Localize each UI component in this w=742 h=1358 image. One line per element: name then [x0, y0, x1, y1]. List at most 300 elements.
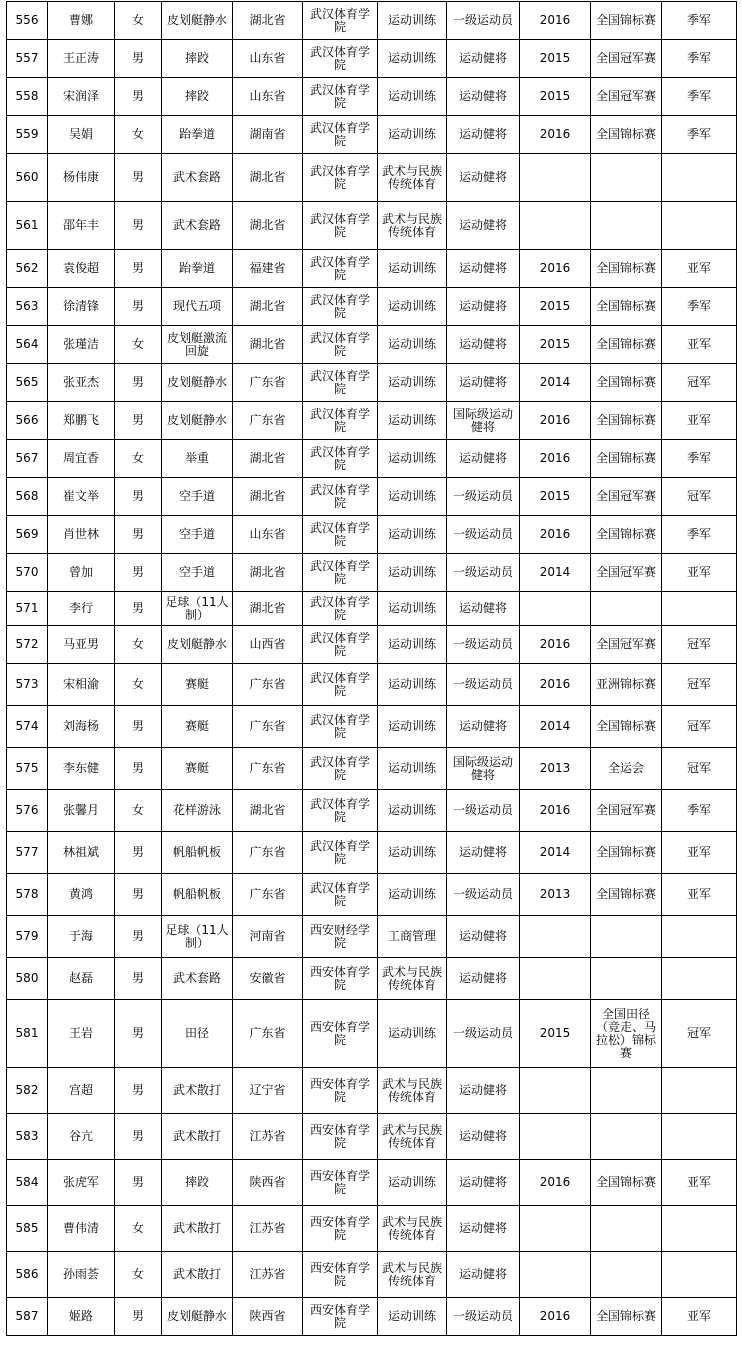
- cell-number: 586: [7, 1252, 48, 1298]
- cell-year: 2014: [520, 554, 591, 592]
- cell-number: 562: [7, 250, 48, 288]
- cell-province: 广东省: [233, 1000, 303, 1068]
- cell-result: 季军: [662, 40, 737, 78]
- cell-sport: 皮划艇静水: [162, 2, 233, 40]
- table-row: [7, 202, 737, 250]
- cell-gender: 男: [115, 288, 162, 326]
- cell-major: 运动训练: [378, 440, 447, 478]
- cell-gender: 男: [115, 154, 162, 202]
- cell-gender: 男: [115, 832, 162, 874]
- cell-major: 运动训练: [378, 326, 447, 364]
- cell-province: 广东省: [233, 706, 303, 748]
- cell-name: 黄鸿: [48, 874, 115, 916]
- cell-number: 578: [7, 874, 48, 916]
- cell-name: 袁俊超: [48, 250, 115, 288]
- cell-sport: 皮划艇静水: [162, 626, 233, 664]
- cell-competition: [591, 916, 662, 958]
- cell-result: 亚军: [662, 832, 737, 874]
- table-row: [7, 250, 737, 288]
- cell-year: 2016: [520, 664, 591, 706]
- cell-result: 冠军: [662, 364, 737, 402]
- cell-major: 运动训练: [378, 1160, 447, 1206]
- cell-competition: 全国锦标赛: [591, 364, 662, 402]
- cell-year: 2015: [520, 78, 591, 116]
- cell-rank: 运动健将: [447, 1252, 520, 1298]
- table-row: [7, 78, 737, 116]
- cell-school: 武汉体育学院: [303, 440, 378, 478]
- cell-province: 广东省: [233, 832, 303, 874]
- cell-province: 安徽省: [233, 958, 303, 1000]
- cell-sport: 现代五项: [162, 288, 233, 326]
- table-row: [7, 478, 737, 516]
- cell-province: 湖北省: [233, 790, 303, 832]
- cell-sport: 武术散打: [162, 1114, 233, 1160]
- cell-result: 冠军: [662, 626, 737, 664]
- cell-gender: 男: [115, 78, 162, 116]
- table-row: [7, 1206, 737, 1252]
- cell-sport: 帆船帆板: [162, 832, 233, 874]
- cell-name: 张亚杰: [48, 364, 115, 402]
- cell-gender: 男: [115, 1298, 162, 1336]
- cell-gender: 女: [115, 440, 162, 478]
- cell-school: 武汉体育学院: [303, 154, 378, 202]
- cell-name: 杨伟康: [48, 154, 115, 202]
- cell-province: 广东省: [233, 748, 303, 790]
- cell-year: [520, 202, 591, 250]
- cell-province: 湖北省: [233, 2, 303, 40]
- cell-competition: 亚洲锦标赛: [591, 664, 662, 706]
- cell-year: [520, 1068, 591, 1114]
- cell-name: 王正涛: [48, 40, 115, 78]
- cell-year: [520, 154, 591, 202]
- cell-province: 山东省: [233, 78, 303, 116]
- table-row: [7, 832, 737, 874]
- cell-gender: 女: [115, 2, 162, 40]
- cell-sport: 摔跤: [162, 1160, 233, 1206]
- cell-competition: 全国锦标赛: [591, 116, 662, 154]
- cell-major: 武术与民族传统体育: [378, 958, 447, 1000]
- cell-name: 宫超: [48, 1068, 115, 1114]
- cell-number: 569: [7, 516, 48, 554]
- cell-gender: 男: [115, 748, 162, 790]
- cell-rank: 一级运动员: [447, 664, 520, 706]
- cell-school: 武汉体育学院: [303, 832, 378, 874]
- table-row: [7, 706, 737, 748]
- cell-major: 运动训练: [378, 516, 447, 554]
- cell-rank: 一级运动员: [447, 2, 520, 40]
- cell-school: 西安体育学院: [303, 1114, 378, 1160]
- cell-competition: [591, 202, 662, 250]
- cell-rank: 运动健将: [447, 958, 520, 1000]
- cell-school: 武汉体育学院: [303, 874, 378, 916]
- cell-year: 2016: [520, 250, 591, 288]
- cell-competition: [591, 1068, 662, 1114]
- cell-province: 湖北省: [233, 326, 303, 364]
- athlete-table: [6, 1, 737, 1336]
- cell-competition: 全国锦标赛: [591, 326, 662, 364]
- table-row: [7, 592, 737, 626]
- cell-result: 亚军: [662, 1160, 737, 1206]
- cell-result: [662, 592, 737, 626]
- cell-rank: 运动健将: [447, 154, 520, 202]
- cell-province: 广东省: [233, 402, 303, 440]
- cell-province: 湖北省: [233, 440, 303, 478]
- cell-number: 563: [7, 288, 48, 326]
- cell-major: 运动训练: [378, 626, 447, 664]
- cell-number: 579: [7, 916, 48, 958]
- cell-province: 山东省: [233, 40, 303, 78]
- cell-province: 湖北省: [233, 288, 303, 326]
- cell-major: 运动训练: [378, 1298, 447, 1336]
- cell-year: [520, 916, 591, 958]
- cell-year: 2014: [520, 832, 591, 874]
- cell-year: 2014: [520, 706, 591, 748]
- cell-rank: 运动健将: [447, 706, 520, 748]
- cell-school: 武汉体育学院: [303, 202, 378, 250]
- table-row: [7, 2, 737, 40]
- cell-result: 亚军: [662, 874, 737, 916]
- cell-school: 武汉体育学院: [303, 748, 378, 790]
- cell-year: 2015: [520, 1000, 591, 1068]
- cell-major: 运动训练: [378, 250, 447, 288]
- cell-gender: 女: [115, 790, 162, 832]
- cell-major: 武术与民族传统体育: [378, 1206, 447, 1252]
- cell-major: 运动训练: [378, 592, 447, 626]
- cell-rank: 运动健将: [447, 326, 520, 364]
- cell-competition: 全国锦标赛: [591, 706, 662, 748]
- cell-sport: 帆船帆板: [162, 874, 233, 916]
- cell-major: 运动训练: [378, 364, 447, 402]
- cell-result: [662, 1068, 737, 1114]
- cell-result: [662, 916, 737, 958]
- table-row: [7, 1114, 737, 1160]
- table-row: [7, 664, 737, 706]
- cell-name: 郑鹏飞: [48, 402, 115, 440]
- cell-province: 湖北省: [233, 154, 303, 202]
- cell-result: [662, 1114, 737, 1160]
- cell-province: 湖北省: [233, 592, 303, 626]
- cell-sport: 赛艇: [162, 706, 233, 748]
- cell-gender: 女: [115, 326, 162, 364]
- cell-rank: 运动健将: [447, 202, 520, 250]
- cell-result: 季军: [662, 288, 737, 326]
- cell-sport: 田径: [162, 1000, 233, 1068]
- cell-year: 2016: [520, 790, 591, 832]
- cell-school: 武汉体育学院: [303, 250, 378, 288]
- cell-number: 559: [7, 116, 48, 154]
- cell-gender: 男: [115, 592, 162, 626]
- cell-competition: 全国锦标赛: [591, 516, 662, 554]
- cell-result: [662, 958, 737, 1000]
- cell-name: 张虎军: [48, 1160, 115, 1206]
- cell-year: 2016: [520, 516, 591, 554]
- cell-name: 马亚男: [48, 626, 115, 664]
- cell-result: 季军: [662, 116, 737, 154]
- cell-major: 运动训练: [378, 664, 447, 706]
- cell-sport: 武术套路: [162, 202, 233, 250]
- table-row: [7, 958, 737, 1000]
- cell-gender: 男: [115, 40, 162, 78]
- cell-province: 湖北省: [233, 478, 303, 516]
- cell-school: 武汉体育学院: [303, 288, 378, 326]
- cell-result: [662, 202, 737, 250]
- cell-sport: 皮划艇静水: [162, 1298, 233, 1336]
- table-row: [7, 874, 737, 916]
- table-row: [7, 916, 737, 958]
- cell-sport: 武术套路: [162, 958, 233, 1000]
- table-row: [7, 402, 737, 440]
- cell-name: 赵磊: [48, 958, 115, 1000]
- cell-name: 李行: [48, 592, 115, 626]
- cell-competition: 全国锦标赛: [591, 402, 662, 440]
- cell-rank: 运动健将: [447, 116, 520, 154]
- cell-year: 2013: [520, 874, 591, 916]
- cell-sport: 空手道: [162, 478, 233, 516]
- cell-result: 亚军: [662, 1298, 737, 1336]
- cell-school: 武汉体育学院: [303, 2, 378, 40]
- cell-rank: 一级运动员: [447, 478, 520, 516]
- cell-province: 福建省: [233, 250, 303, 288]
- cell-gender: 女: [115, 116, 162, 154]
- cell-province: 江苏省: [233, 1206, 303, 1252]
- cell-name: 崔文举: [48, 478, 115, 516]
- cell-gender: 女: [115, 626, 162, 664]
- cell-result: [662, 1206, 737, 1252]
- cell-year: [520, 1206, 591, 1252]
- cell-school: 武汉体育学院: [303, 364, 378, 402]
- cell-province: 河南省: [233, 916, 303, 958]
- cell-rank: 运动健将: [447, 1114, 520, 1160]
- cell-province: 陕西省: [233, 1298, 303, 1336]
- cell-province: 山东省: [233, 516, 303, 554]
- cell-name: 宋润泽: [48, 78, 115, 116]
- cell-competition: 全国冠军赛: [591, 554, 662, 592]
- cell-name: 张瑾洁: [48, 326, 115, 364]
- table-row: [7, 1160, 737, 1206]
- cell-gender: 男: [115, 916, 162, 958]
- table-row: [7, 1252, 737, 1298]
- cell-year: 2016: [520, 1298, 591, 1336]
- cell-result: 冠军: [662, 664, 737, 706]
- cell-result: 季军: [662, 78, 737, 116]
- cell-major: 武术与民族传统体育: [378, 154, 447, 202]
- cell-sport: 摔跤: [162, 78, 233, 116]
- cell-year: 2016: [520, 116, 591, 154]
- cell-rank: 运动健将: [447, 1160, 520, 1206]
- cell-number: 566: [7, 402, 48, 440]
- table-row: [7, 440, 737, 478]
- cell-school: 西安体育学院: [303, 1298, 378, 1336]
- cell-sport: 武术散打: [162, 1252, 233, 1298]
- cell-name: 周宜香: [48, 440, 115, 478]
- cell-school: 西安体育学院: [303, 958, 378, 1000]
- cell-sport: 赛艇: [162, 748, 233, 790]
- cell-competition: 全国锦标赛: [591, 832, 662, 874]
- cell-rank: 一级运动员: [447, 554, 520, 592]
- cell-name: 宋相渝: [48, 664, 115, 706]
- table-row: [7, 326, 737, 364]
- cell-rank: 运动健将: [447, 916, 520, 958]
- cell-rank: 国际级运动健将: [447, 748, 520, 790]
- cell-result: 冠军: [662, 748, 737, 790]
- cell-name: 徐清锋: [48, 288, 115, 326]
- cell-year: 2013: [520, 748, 591, 790]
- cell-gender: 女: [115, 1252, 162, 1298]
- cell-gender: 男: [115, 478, 162, 516]
- cell-gender: 男: [115, 364, 162, 402]
- table-row: [7, 154, 737, 202]
- cell-year: 2015: [520, 288, 591, 326]
- cell-gender: 男: [115, 402, 162, 440]
- cell-competition: 全国田径（竞走、马拉松）锦标赛: [591, 1000, 662, 1068]
- cell-name: 吴娟: [48, 116, 115, 154]
- cell-competition: 全国冠军赛: [591, 478, 662, 516]
- cell-sport: 跆拳道: [162, 116, 233, 154]
- cell-sport: 摔跤: [162, 40, 233, 78]
- cell-result: 亚军: [662, 250, 737, 288]
- cell-rank: 运动健将: [447, 364, 520, 402]
- cell-gender: 男: [115, 554, 162, 592]
- cell-major: 运动训练: [378, 790, 447, 832]
- cell-rank: 一级运动员: [447, 626, 520, 664]
- cell-school: 武汉体育学院: [303, 478, 378, 516]
- cell-gender: 女: [115, 1206, 162, 1252]
- cell-major: 运动训练: [378, 706, 447, 748]
- cell-major: 武术与民族传统体育: [378, 202, 447, 250]
- cell-competition: 全国锦标赛: [591, 2, 662, 40]
- table-row: [7, 626, 737, 664]
- cell-province: 广东省: [233, 874, 303, 916]
- cell-competition: 全国冠军赛: [591, 626, 662, 664]
- cell-sport: 皮划艇静水: [162, 402, 233, 440]
- cell-name: 谷亢: [48, 1114, 115, 1160]
- cell-gender: 男: [115, 706, 162, 748]
- cell-sport: 皮划艇静水: [162, 364, 233, 402]
- cell-year: 2014: [520, 364, 591, 402]
- cell-result: 季军: [662, 2, 737, 40]
- cell-number: 564: [7, 326, 48, 364]
- cell-province: 广东省: [233, 364, 303, 402]
- table-row: [7, 1068, 737, 1114]
- cell-competition: 全国锦标赛: [591, 1298, 662, 1336]
- cell-gender: 男: [115, 1000, 162, 1068]
- cell-year: 2016: [520, 626, 591, 664]
- cell-competition: 全国锦标赛: [591, 440, 662, 478]
- cell-sport: 武术散打: [162, 1068, 233, 1114]
- cell-major: 工商管理: [378, 916, 447, 958]
- cell-rank: 运动健将: [447, 288, 520, 326]
- cell-school: 武汉体育学院: [303, 554, 378, 592]
- cell-rank: 一级运动员: [447, 874, 520, 916]
- table-row: [7, 1000, 737, 1068]
- cell-number: 558: [7, 78, 48, 116]
- cell-gender: 女: [115, 664, 162, 706]
- cell-sport: 花样游泳: [162, 790, 233, 832]
- cell-gender: 男: [115, 516, 162, 554]
- cell-rank: 运动健将: [447, 592, 520, 626]
- cell-province: 湖南省: [233, 116, 303, 154]
- cell-name: 邵年丰: [48, 202, 115, 250]
- cell-school: 武汉体育学院: [303, 790, 378, 832]
- cell-result: [662, 154, 737, 202]
- table-row: [7, 1298, 737, 1336]
- cell-major: 运动训练: [378, 1000, 447, 1068]
- table-row: [7, 116, 737, 154]
- cell-year: 2015: [520, 326, 591, 364]
- cell-year: 2015: [520, 478, 591, 516]
- cell-province: 陕西省: [233, 1160, 303, 1206]
- cell-major: 运动训练: [378, 554, 447, 592]
- cell-sport: 空手道: [162, 554, 233, 592]
- cell-number: 585: [7, 1206, 48, 1252]
- cell-sport: 武术套路: [162, 154, 233, 202]
- cell-result: [662, 1252, 737, 1298]
- cell-result: 冠军: [662, 706, 737, 748]
- cell-sport: 赛艇: [162, 664, 233, 706]
- cell-gender: 男: [115, 250, 162, 288]
- cell-competition: [591, 592, 662, 626]
- cell-name: 李东健: [48, 748, 115, 790]
- cell-result: 亚军: [662, 554, 737, 592]
- cell-number: 556: [7, 2, 48, 40]
- cell-name: 孙雨荟: [48, 1252, 115, 1298]
- cell-result: 季军: [662, 440, 737, 478]
- cell-year: 2015: [520, 40, 591, 78]
- cell-rank: 运动健将: [447, 250, 520, 288]
- table-row: [7, 364, 737, 402]
- cell-school: 西安体育学院: [303, 1068, 378, 1114]
- cell-school: 武汉体育学院: [303, 402, 378, 440]
- cell-province: 辽宁省: [233, 1068, 303, 1114]
- cell-result: 亚军: [662, 326, 737, 364]
- cell-major: 运动训练: [378, 40, 447, 78]
- cell-rank: 一级运动员: [447, 1298, 520, 1336]
- cell-number: 561: [7, 202, 48, 250]
- cell-name: 刘海杨: [48, 706, 115, 748]
- cell-number: 572: [7, 626, 48, 664]
- cell-competition: 全国锦标赛: [591, 874, 662, 916]
- cell-school: 西安体育学院: [303, 1160, 378, 1206]
- cell-rank: 运动健将: [447, 1206, 520, 1252]
- cell-number: 565: [7, 364, 48, 402]
- cell-name: 曹娜: [48, 2, 115, 40]
- cell-major: 运动训练: [378, 116, 447, 154]
- cell-number: 582: [7, 1068, 48, 1114]
- cell-competition: [591, 154, 662, 202]
- cell-gender: 男: [115, 202, 162, 250]
- cell-year: [520, 592, 591, 626]
- table-row: [7, 516, 737, 554]
- cell-major: 运动训练: [378, 402, 447, 440]
- cell-competition: 全运会: [591, 748, 662, 790]
- cell-number: 583: [7, 1114, 48, 1160]
- cell-competition: 全国锦标赛: [591, 250, 662, 288]
- cell-school: 武汉体育学院: [303, 40, 378, 78]
- cell-number: 568: [7, 478, 48, 516]
- cell-name: 于海: [48, 916, 115, 958]
- cell-school: 西安体育学院: [303, 1206, 378, 1252]
- cell-result: 冠军: [662, 1000, 737, 1068]
- cell-competition: 全国冠军赛: [591, 78, 662, 116]
- cell-major: 运动训练: [378, 2, 447, 40]
- cell-school: 武汉体育学院: [303, 326, 378, 364]
- cell-sport: 武术散打: [162, 1206, 233, 1252]
- cell-number: 581: [7, 1000, 48, 1068]
- cell-result: 季军: [662, 790, 737, 832]
- cell-competition: 全国锦标赛: [591, 1160, 662, 1206]
- cell-province: 江苏省: [233, 1252, 303, 1298]
- cell-name: 曾加: [48, 554, 115, 592]
